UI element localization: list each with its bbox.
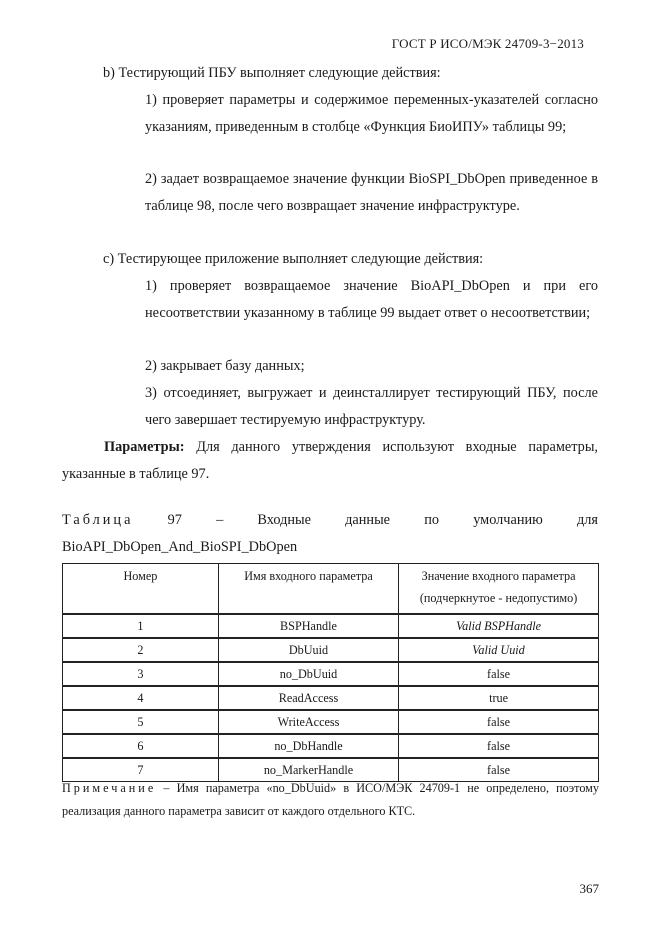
row-param-value: true	[399, 686, 599, 710]
section-c-item-1: 1) проверяет возвращаемое значение BioAPI_DbOpen и при его несоответствии указанному в таблице 99 выдает ответ о несоответствии;	[145, 278, 598, 321]
parameters-label: Параметры:	[104, 439, 185, 455]
row-param-name: DbUuid	[218, 638, 398, 662]
row-param-value: false	[399, 734, 599, 758]
row-number: 4	[63, 686, 219, 710]
header-value-line-2: (подчеркнутое - недопустимо)	[419, 591, 578, 605]
row-param-name: ReadAccess	[218, 686, 398, 710]
section-c-intro: c) Тестирующее приложение выполняет следующие действия:	[103, 251, 484, 267]
row-number: 3	[63, 662, 219, 686]
header-number: Номер	[63, 564, 219, 615]
table-caption-number: 97	[167, 512, 182, 528]
table-row	[63, 662, 599, 686]
table-caption-word-1: Входные	[257, 512, 311, 528]
parameters-paragraph	[62, 434, 598, 487]
table-caption	[62, 512, 598, 529]
row-param-name: no_MarkerHandle	[218, 758, 398, 782]
table-caption-dash: –	[216, 512, 224, 528]
section-c-item-2: 2) закрывает базу данных;	[145, 358, 305, 374]
table-caption-word-4: умолчанию	[473, 512, 543, 528]
section-b-item-1: 1) проверяет параметры и содержимое переменных-указателей согласно указаниям, приведенным в столбце «Функция БиоИПУ» таблицы 99;	[145, 92, 598, 135]
row-number: 5	[63, 710, 219, 734]
table-caption-word: Таблица	[62, 512, 134, 528]
row-param-value: false	[399, 662, 599, 686]
page-number: 367	[579, 881, 599, 896]
row-number: 2	[63, 638, 219, 662]
table-row	[63, 686, 599, 710]
section-b-intro: b) Тестирующий ПБУ выполняет следующие действия:	[103, 65, 441, 81]
table-caption-word-2: данные	[345, 512, 391, 528]
row-number: 6	[63, 734, 219, 758]
row-param-value: false	[399, 710, 599, 734]
row-param-name: WriteAccess	[218, 710, 398, 734]
header-param-name: Имя входного параметра	[218, 564, 398, 615]
row-param-name: no_DbHandle	[218, 734, 398, 758]
document-header: ГОСТ Р ИСО/МЭК 24709-3−2013	[391, 36, 584, 51]
table-note	[62, 777, 599, 823]
table-row	[63, 710, 599, 734]
section-c-item-3: 3) отсоединяет, выгружает и деинсталлирует тестирующий ПБУ, после чего завершает тестируемую инфраструктуру.	[145, 385, 598, 428]
table-row	[63, 638, 599, 662]
header-value-line-1: Значение входного параметра	[421, 569, 576, 583]
table-caption-word-5: для	[576, 512, 598, 528]
row-param-name: no_DbUuid	[218, 662, 398, 686]
row-number: 7	[63, 758, 219, 782]
row-param-name: BSPHandle	[218, 614, 398, 638]
row-param-value: false	[399, 758, 599, 782]
table-caption-word-3: по	[424, 512, 440, 528]
note-label: Примечание	[62, 781, 157, 795]
header-param-value	[399, 564, 599, 615]
table-row	[63, 614, 599, 638]
parameters-text: Для данного утверждения используют входные параметры, указанные в таблице 97.	[62, 439, 598, 482]
row-number: 1	[63, 614, 219, 638]
row-param-value: Valid Uuid	[399, 638, 599, 662]
table-caption-identifier: BioAPI_DbOpen_And_BioSPI_DbOpen	[62, 539, 298, 555]
input-parameters-table	[62, 563, 599, 782]
table-row	[63, 734, 599, 758]
note-text: – Имя параметра «no_DbUuid» в ИСО/МЭК 24709-1 не определено, поэтому реализация данного параметра зависит от каждого отдельного КТС.	[62, 781, 599, 818]
row-param-value: Valid BSPHandle	[399, 614, 599, 638]
section-b-item-2: 2) задает возвращаемое значение функции BioSPI_DbOpen приведенное в таблице 98, после чего возвращает значение инфраструктуре.	[145, 171, 598, 214]
table-header-row	[63, 564, 599, 615]
